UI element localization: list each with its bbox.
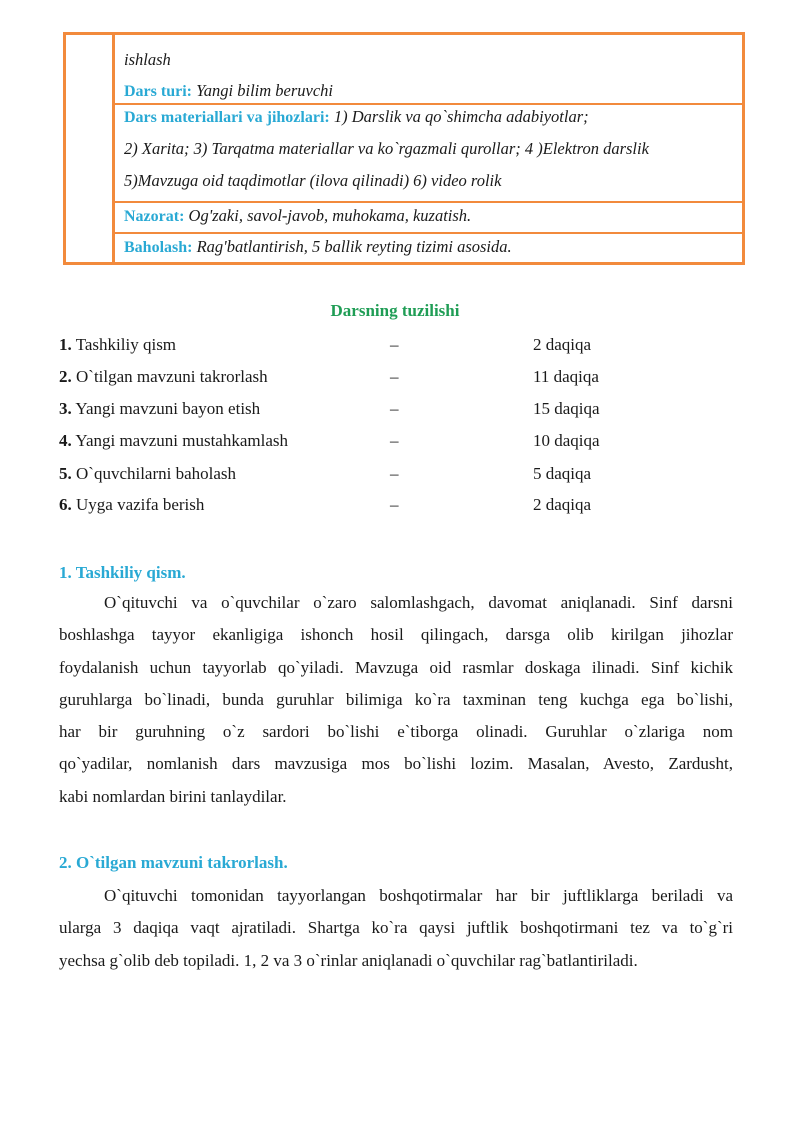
grading-label: Baholash:	[124, 239, 193, 256]
structure-row-text: Yangi mavzuni mustahkamlash	[71, 431, 289, 450]
control	[124, 206, 471, 226]
paragraph-line: boshlashga tayyor ekanligiga ishonch hosil qilingach, darsga olib kirilgan jihozlar	[59, 625, 733, 645]
structure-row-number: 6.	[59, 495, 72, 514]
info-table-right-column	[115, 35, 742, 262]
info-cell-control	[115, 201, 742, 233]
lesson-type-label: Dars turi:	[124, 83, 192, 100]
structure-row-number: 4.	[59, 431, 72, 450]
control-value: Og'zaki, savol-javob, muhokama, kuzatish.	[184, 206, 472, 225]
lesson-type-value: Yangi bilim beruvchi	[191, 81, 333, 100]
materials-line-2: 2) Xarita; 3) Tarqatma materiallar va ko`rgazmali qurollar; 4 )Elektron darslik	[124, 139, 649, 158]
structure-row-number: 3.	[59, 399, 72, 418]
structure-row-dash: –	[390, 367, 399, 386]
lesson-info-table	[63, 32, 745, 265]
structure-row-text: O`tilgan mavzuni takrorlash	[71, 367, 268, 386]
structure-row	[59, 399, 759, 423]
structure-row-dash: –	[390, 335, 399, 354]
info-cell-grading	[115, 232, 742, 265]
structure-row-number: 5.	[59, 464, 72, 483]
info-row-continued-text: ishlash	[124, 50, 171, 69]
structure-row-dash: –	[390, 464, 399, 483]
section-paragraph-review	[59, 880, 733, 977]
paragraph-line: O`qituvchi tomonidan tayyorlangan boshqotirmalar har bir juftliklarga beriladi va	[104, 886, 733, 905]
structure-row-number: 2.	[59, 367, 72, 386]
info-cell-type	[115, 35, 742, 103]
grading	[124, 237, 512, 257]
structure-row	[59, 464, 759, 488]
materials-label: Dars materiallari va jihozlari:	[124, 109, 330, 126]
paragraph-line: yechsa g`olib deb topiladi. 1, 2 va 3 o`rinlar aniqlanadi o`quvchilar rag`batlantiriladi.	[59, 950, 638, 970]
paragraph-line: qo`yadilar, nomlanish dars mavzusiga mos bo`lishi lozim. Masalan, Avesto, Zardusht,	[59, 754, 733, 774]
structure-row-time: 2 daqiqa	[533, 495, 592, 514]
grading-value: Rag'batlantirish, 5 ballik reyting tizimi asosida.	[192, 237, 512, 256]
structure-row-text: Uyga vazifa berish	[71, 495, 205, 514]
paragraph-line: kabi nomlardan birini tanlaydilar.	[59, 786, 287, 806]
info-table-left-column	[66, 35, 115, 262]
materials-line-3: 5)Mavzuga oid taqdimotlar (ilova qilinadi) 6) video rolik	[124, 171, 502, 190]
structure-row	[59, 335, 759, 359]
materials-value-1: 1) Darslik va qo`shimcha adabiyotlar;	[329, 107, 589, 126]
control-label: Nazorat:	[124, 208, 185, 225]
materials-line-1	[124, 107, 589, 127]
structure-row	[59, 495, 759, 519]
info-cell-materials	[115, 103, 742, 202]
structure-row-dash: –	[390, 495, 399, 514]
structure-row	[59, 367, 759, 391]
structure-row-text: O`quvchilarni baholash	[71, 464, 237, 483]
section-paragraph-organizational	[59, 587, 733, 813]
structure-row	[59, 431, 759, 455]
structure-row-dash: –	[390, 431, 399, 450]
structure-row-number: 1.	[59, 335, 72, 354]
paragraph-line: foydalanish uchun tayyorlab qo`yiladi. Mavzuga oid rasmlar doskaga ilinadi. Sinf kichik	[59, 657, 733, 677]
structure-row-time: 15 daqiqa	[533, 399, 600, 418]
structure-row-time: 2 daqiqa	[533, 335, 592, 354]
structure-row-text: Yangi mavzuni bayon etish	[71, 399, 261, 418]
paragraph-line: ularga 3 daqiqa vaqt ajratiladi. Shartga ko`ra qaysi juftlik boshqotirmani tez va to`g`ri	[59, 918, 733, 938]
structure-row-text: Tashkiliy qism	[71, 335, 177, 354]
paragraph-line: O`qituvchi va o`quvchilar o`zaro salomlashgach, davomat aniqlanadi. Sinf darsni	[104, 593, 733, 612]
structure-row-time: 10 daqiqa	[533, 431, 600, 450]
paragraph-line: har bir guruhning o`z sardori bo`lishi e`tiborga olinadi. Guruhlar o`zlariga nom	[59, 722, 733, 742]
structure-row-dash: –	[390, 399, 399, 418]
section-heading-organizational: 1. Tashkiliy qism.	[59, 563, 186, 582]
structure-row-time: 11 daqiqa	[533, 367, 599, 386]
section-heading-review: 2. O`tilgan mavzuni takrorlash.	[59, 853, 288, 872]
structure-row-time: 5 daqiqa	[533, 464, 592, 483]
paragraph-line: guruhlarga bo`linadi, bunda guruhlar bilimiga ko`ra taxminan teng kuchga ega bo`lishi,	[59, 689, 733, 709]
structure-title: Darsning tuzilishi	[330, 301, 460, 320]
lesson-type	[124, 81, 333, 101]
